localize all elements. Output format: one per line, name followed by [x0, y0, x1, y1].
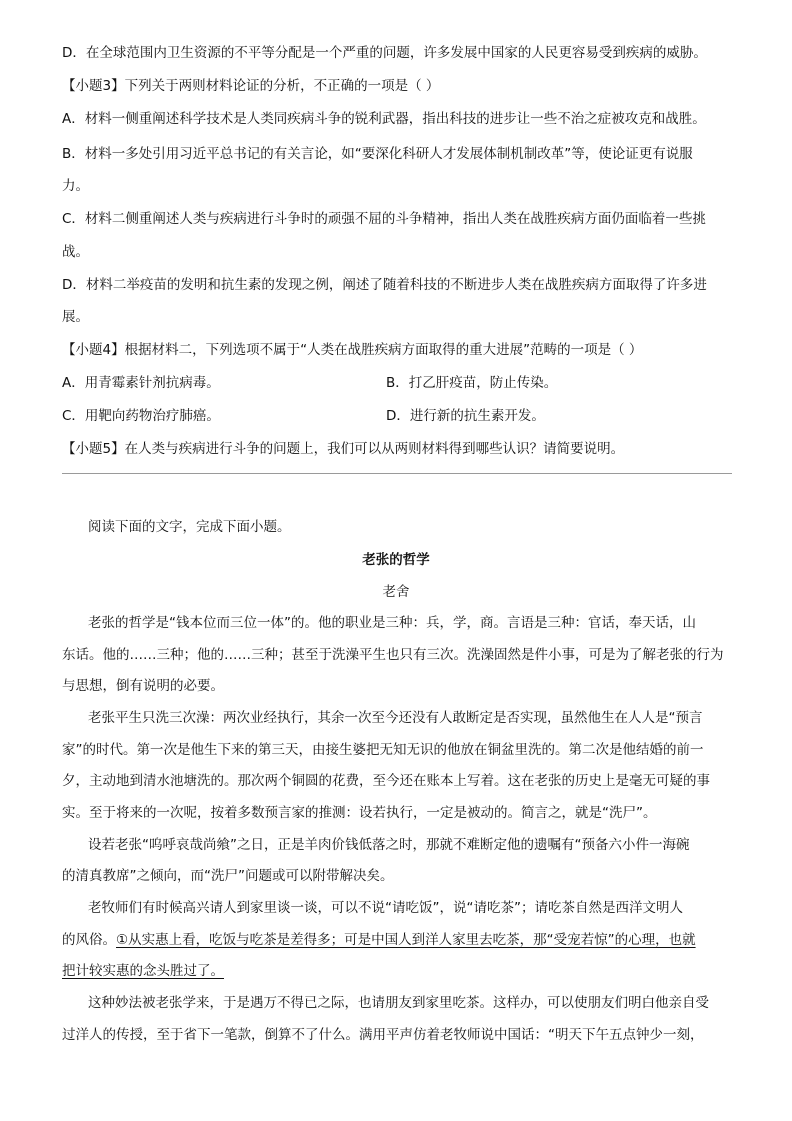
- q3-option-d-line2: 展。: [62, 309, 89, 325]
- reading-instruction: 阅读下面的文字，完成下面小题。: [88, 519, 291, 535]
- paragraph-2-line1: 老张平生只洗三次澡：两次业经执行，其余一次至今还没有人敢断定是否实现，虽然他生在人人是“预言: [88, 710, 703, 726]
- q3-option-c-line1: C．材料二侧重阐述人类与疾病进行斗争时的顽强不屈的斗争精神，指出人类在战胜疾病方面仍面临着一些挑: [62, 211, 706, 227]
- q3-option-b-line2: 力。: [62, 178, 89, 194]
- paragraph-5-line1: 这种妙法被老张学来，于是遇万不得已之际，也请朋友到家里吃茶。这样办，可以使朋友们明白他亲自受: [88, 995, 709, 1011]
- paragraph-1-line2: 东话。他的……三种；他的……三种；甚至于洗澡平生也只有三次。洗澡固然是件小事，可是为了解老张的行为: [62, 647, 724, 663]
- paragraph-2-line3: 夕，主动地到清水池塘洗的。那次两个铜圆的花费，至今还在账本上写着。这在老张的历史上是毫无可疑的事: [62, 773, 710, 789]
- q4-option-b: B．打乙肝疫苗，防止传染。: [386, 375, 558, 391]
- paragraph-4-line3: [62, 961, 742, 981]
- paragraph-2-line2: 家”的时代。第一次是他生下来的第三天，由接生婆把无知无识的他放在铜盆里洗的。第二次是他结婚的前一: [62, 742, 704, 758]
- paragraph-4-line1: 老牧师们有时候高兴请人到家里谈一谈，可以不说“请吃饭”，说“请吃茶”；请吃茶自然是西洋文明人: [88, 900, 683, 916]
- q3-option-b-line1: B．材料一多处引用习近平总书记的有关言论，如“要深化科研人才发展体制机制改革”等，使论证更有说服: [62, 146, 693, 162]
- paragraph-1-line1: 老张的哲学是“钱本位而三位一体”的。他的职业是三种：兵，学，商。言语是三种：官话，奉天话，山: [88, 615, 696, 631]
- paragraph-1-line3: 与思想，倒有说明的必要。: [62, 678, 224, 694]
- q3-stem: 【小题3】下列关于两则材料论证的分析，不正确的一项是（ ）: [62, 78, 440, 94]
- q4-option-c: C．用靶向药物治疗肺癌。: [62, 408, 220, 424]
- paragraph-5-line2: 过洋人的传授，至于省下一笔款，倒算不了什么。满用平声仿着老牧师说中国话：“明天下午五点钟少一刻，: [62, 1027, 704, 1043]
- underlined-sentence-1-end: 把计较实惠的念头胜过了。: [62, 963, 224, 979]
- q4-option-d: D．进行新的抗生素开发。: [386, 408, 545, 424]
- paragraph-3-line2: 的清真教席”之倾向，而“洗尸”问题或可以附带解决矣。: [62, 868, 394, 884]
- q3-option-d-line1: D．材料二举疫苗的发明和抗生素的发现之例，阐述了随着科技的不断进步人类在战胜疾病方面取得了许多进: [62, 277, 707, 293]
- section-divider: [62, 473, 732, 474]
- q5-stem: 【小题5】在人类与疾病进行斗争的问题上，我们可以从两则材料得到哪些认识？请简要说明。: [62, 441, 625, 457]
- paragraph-3-line1: 设若老张“呜呼哀哉尚飨”之日，正是羊肉价钱低落之时，那就不难断定他的遗嘱有“预备六小件一海碗: [88, 837, 690, 853]
- q2-option-d: D．在全球范围内卫生资源的不平等分配是一个严重的问题，许多发展中国家的人民更容易受到疾病的威胁。: [62, 45, 707, 61]
- paragraph-4-line2-plain: 的风俗。: [62, 932, 116, 948]
- paragraph-2-line4: 实。至于将来的一次呢，按着多数预言家的推测：设若执行，一定是被动的。简言之，就是“洗尸”。: [62, 805, 657, 821]
- q3-option-c-line2: 战。: [62, 244, 89, 260]
- article-author: 老舍: [382, 584, 410, 600]
- q4-stem: 【小题4】根据材料二，下列选项不属于“人类在战胜疾病方面取得的重大进展”范畴的一项是（ ）: [62, 342, 643, 358]
- q4-option-a: A．用青霉素针剂抗病毒。: [62, 375, 220, 391]
- q3-option-a: A．材料一侧重阐述科学技术是人类同疾病斗争的锐利武器，指出科技的进步让一些不治之症被攻克和战胜。: [62, 111, 706, 127]
- paragraph-4-line2: [62, 930, 742, 950]
- article-title: 老张的哲学: [362, 552, 430, 568]
- underlined-sentence-1: ①从实惠上看，吃饭与吃茶是差得多；可是中国人到洋人家里去吃茶，那“受宠若惊”的心理，也就: [116, 932, 696, 948]
